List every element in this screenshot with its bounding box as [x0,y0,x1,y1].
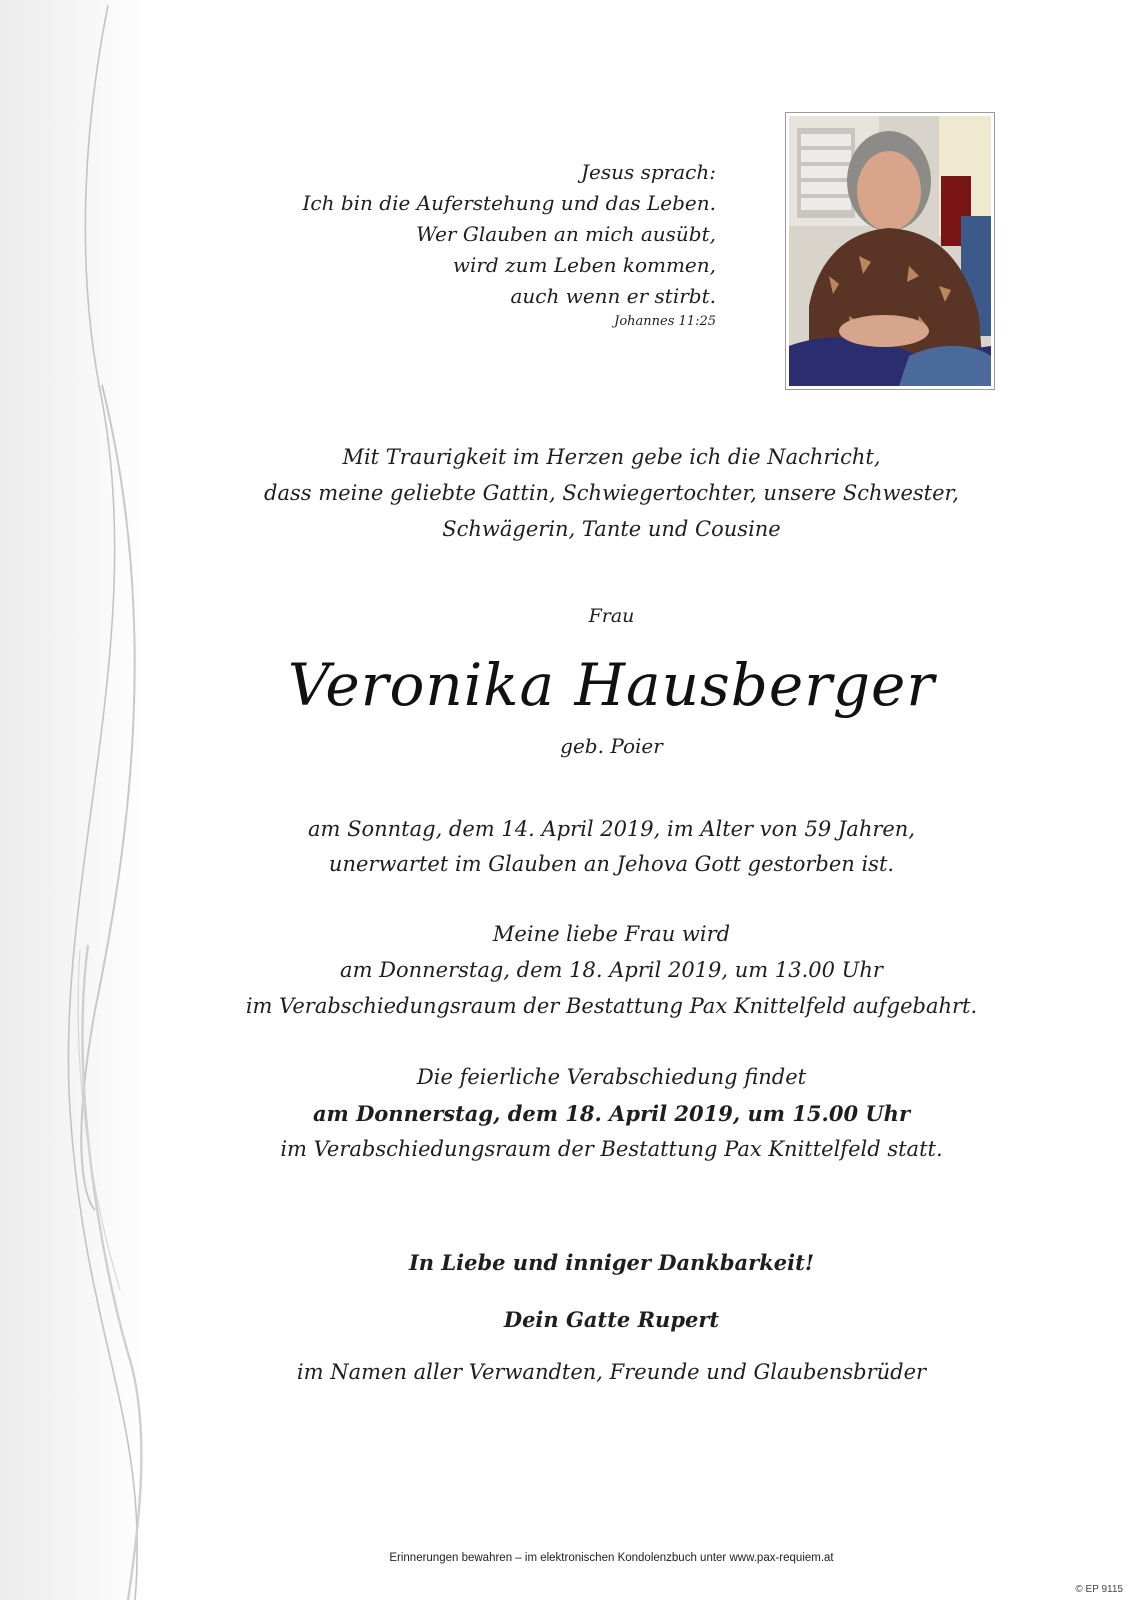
verse-line: Wer Glauben an mich ausübt, [416,222,716,246]
viewing-line: am Donnerstag, dem 18. April 2019, um 13.00 Uhr [340,958,883,982]
death-line: unerwartet im Glauben an Jehova Gott gestorben ist. [328,852,895,876]
closing-thanks: In Liebe und inniger Dankbarkeit! [408,1250,815,1275]
birth-name: geb. Poier [560,734,663,758]
deceased-title: Frau [588,605,635,627]
viewing-line: im Verabschiedungsraum der Bestattung Pax Knittelfeld aufgebahrt. [245,994,978,1018]
death-line: am Sonntag, dem 14. April 2019, im Alter von 59 Jahren, [307,817,916,841]
portrait-image [789,116,991,386]
verse-line: Ich bin die Auferstehung und das Leben. [302,191,716,215]
print-code: © EP 9115 [1075,1584,1123,1595]
announcement-line: dass meine geliebte Gattin, Schwiegertochter, unsere Schwester, [264,481,959,505]
verse-line: Jesus sprach: [581,160,716,184]
farewell-line: im Verabschiedungsraum der Bestattung Pax Knittelfeld statt. [280,1137,943,1161]
farewell-date-line: am Donnerstag, dem 18. April 2019, um 15.00 Uhr [312,1101,911,1126]
closing-relatives: im Namen aller Verwandten, Freunde und Glaubensbrüder [296,1360,927,1384]
portrait-photo [785,112,995,390]
viewing-line: Meine liebe Frau wird [492,922,731,946]
verse-reference: Johannes 11:25 [614,314,716,329]
closing-signer: Dein Gatte Rupert [503,1307,720,1332]
verse-line: wird zum Leben kommen, [452,253,716,277]
deceased-name: Veronika Hausberger [287,651,936,719]
verse-line: auch wenn er stirbt. [510,284,716,308]
farewell-line: Die feierliche Verabschiedung findet [416,1065,807,1089]
footer-condolence-note: Erinnerungen bewahren – im elektronischen Kondolenzbuch unter www.pax-requiem.at [389,1552,834,1564]
announcement-line: Mit Traurigkeit im Herzen gebe ich die Nachricht, [342,445,881,469]
announcement-line: Schwägerin, Tante und Cousine [442,517,781,541]
